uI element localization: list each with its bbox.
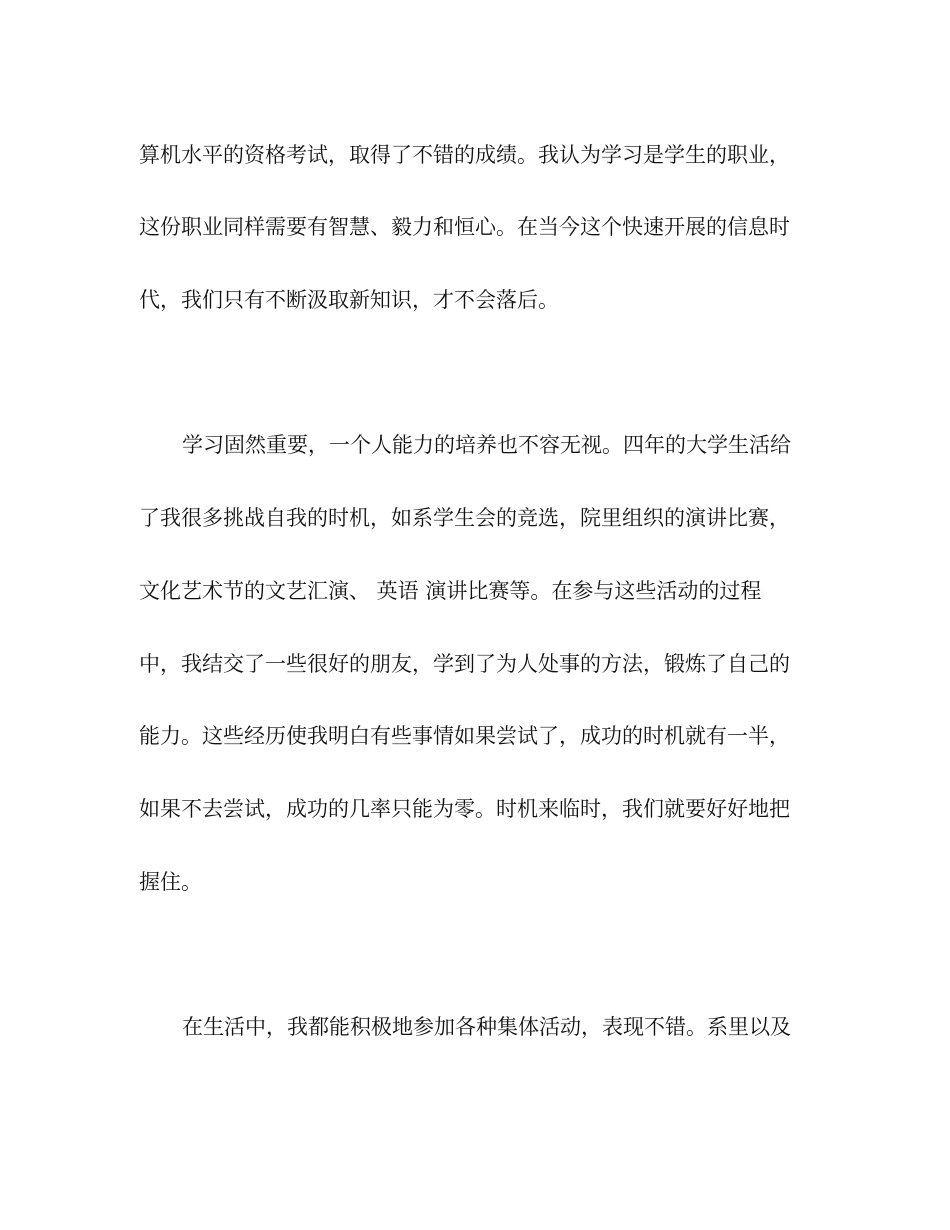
paragraph-line: 中，我结交了一些很好的朋友，学到了为人处事的方法，锻炼了自己的 — [139, 652, 790, 676]
paragraph-line: 能力。这些经历使我明白有些事情如果尝试了，成功的时机就有一半， — [139, 724, 790, 748]
paragraph-line: 在生活中，我都能积极地参加各种集体活动，表现不错。系里以及 — [182, 1015, 791, 1039]
paragraph-line: 算机水平的资格考试，取得了不错的成绩。我认为学习是学生的职业， — [139, 143, 790, 167]
paragraph-line: 文化艺术节的文艺汇演、 英语 演讲比赛等。在参与这些活动的过程 — [139, 579, 762, 603]
paragraph-line: 了我很多挑战自我的时机，如系学生会的竞选，院里组织的演讲比赛， — [139, 506, 790, 530]
paragraph-line: 这份职业同样需要有智慧、毅力和恒心。在当今这个快速开展的信息时 — [139, 215, 790, 239]
paragraph-line: 如果不去尝试，成功的几率只能为零。时机来临时，我们就要好好地把 — [139, 797, 790, 821]
paragraph-line: 代，我们只有不断汲取新知识，才不会落后。 — [139, 288, 559, 312]
paragraph-line: 学习固然重要，一个人能力的培养也不容无视。四年的大学生活给 — [182, 433, 791, 457]
paragraph-line: 握住。 — [139, 870, 202, 894]
